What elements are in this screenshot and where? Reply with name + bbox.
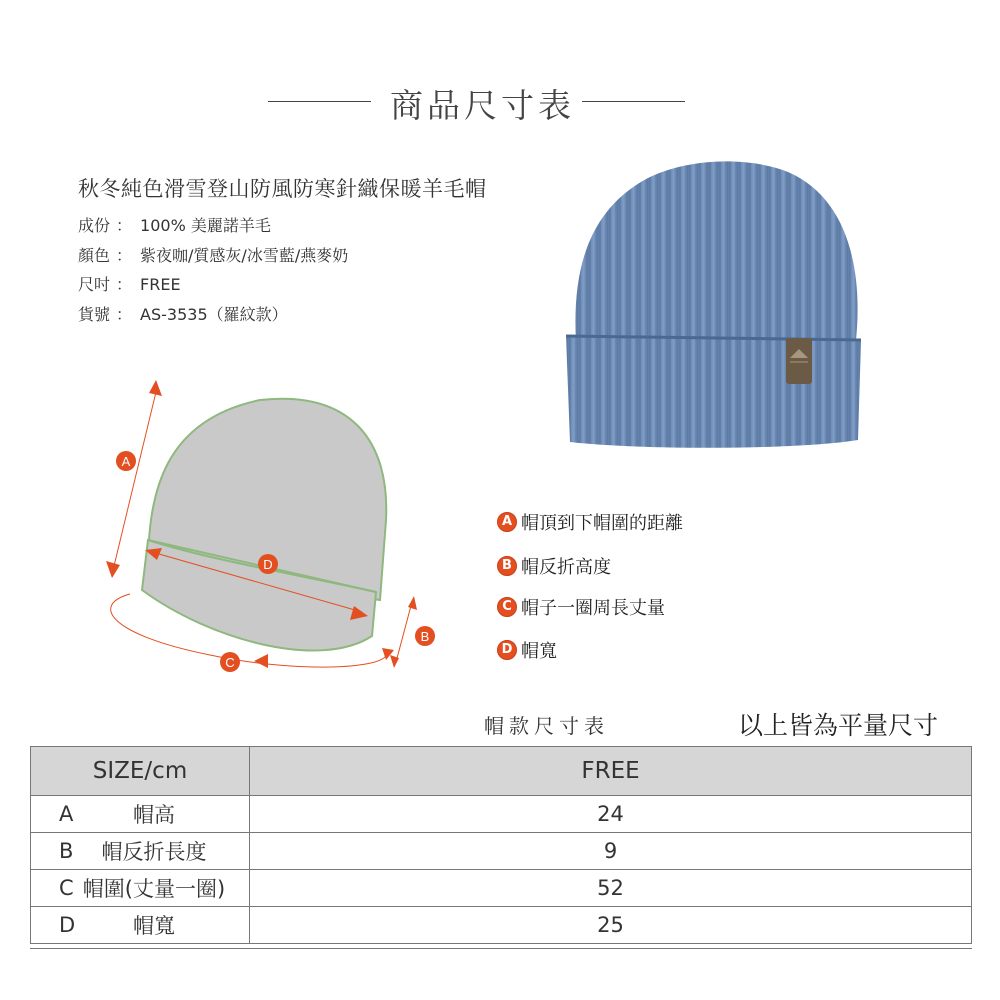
legend-badge: D	[497, 640, 517, 660]
page-title: 商品尺寸表	[390, 86, 575, 125]
product-name: 秋冬純色滑雪登山防風防寒針織保暖羊毛帽	[78, 177, 487, 201]
table-row	[31, 796, 972, 833]
diagram-badge-d	[258, 554, 278, 574]
row-label-cell	[31, 796, 250, 833]
table-bottom-rule	[30, 948, 972, 949]
legend-text: 帽頂到下帽圍的距離	[521, 513, 683, 534]
spec-value: AS-3535（羅紋款）	[140, 305, 288, 324]
spec-separator: ：	[116, 305, 133, 324]
diagram-badge-c	[220, 652, 240, 672]
legend-text: 帽子一圈周長丈量	[521, 598, 665, 619]
row-label: 帽寬	[133, 914, 175, 938]
spec-size	[78, 272, 181, 295]
legend-item-b	[497, 553, 611, 579]
row-value: 52	[250, 870, 972, 907]
size-table-note: 以上皆為平量尺寸	[738, 711, 939, 740]
leather-patch-icon	[786, 338, 812, 384]
diagram-badge-a	[116, 451, 136, 471]
spec-key: 貨號	[78, 305, 111, 324]
svg-text:B: B	[420, 629, 430, 644]
row-value: 25	[250, 907, 972, 944]
row-label-cell	[31, 870, 250, 907]
header-rule-right	[582, 101, 685, 102]
row-label-cell	[31, 907, 250, 944]
spec-key: 成份	[78, 216, 111, 235]
table-header-row	[31, 747, 972, 796]
spec-key: 顏色	[78, 246, 111, 265]
spec-sku	[78, 302, 288, 325]
size-table-title: 帽款尺寸表	[484, 714, 609, 738]
legend-item-d	[497, 637, 557, 663]
legend-text: 帽寬	[521, 641, 557, 662]
table-row	[31, 833, 972, 870]
svg-text:D: D	[263, 557, 273, 572]
column-header-free: FREE	[250, 747, 972, 796]
spec-separator: ：	[116, 275, 133, 294]
spec-value: 紫夜咖/質感灰/冰雪藍/燕麥奶	[140, 246, 349, 265]
diagram-badge-b	[415, 626, 435, 646]
row-label-cell	[31, 833, 250, 870]
row-value: 9	[250, 833, 972, 870]
hat-product-photo	[548, 150, 883, 460]
row-value: 24	[250, 796, 972, 833]
row-label: 帽反折長度	[101, 840, 207, 864]
spec-key: 尺吋	[78, 275, 111, 294]
spec-colors	[78, 243, 348, 266]
spec-separator: ：	[116, 216, 133, 235]
spec-value: FREE	[140, 275, 181, 294]
legend-text: 帽反折高度	[521, 557, 611, 578]
spec-material	[78, 213, 271, 236]
table-row	[31, 870, 972, 907]
legend-item-c	[497, 594, 665, 620]
spec-value: 100% 美麗諾羊毛	[140, 216, 271, 235]
legend-badge: B	[497, 556, 517, 576]
row-label: 帽高	[133, 803, 175, 827]
row-label: 帽圍(丈量一圈)	[82, 877, 226, 901]
svg-text:A: A	[121, 454, 131, 469]
row-letter: B	[59, 839, 74, 863]
row-letter: C	[59, 876, 74, 900]
hat-measurement-diagram	[90, 370, 450, 690]
row-letter: A	[59, 802, 74, 826]
svg-text:C: C	[225, 655, 235, 670]
column-header-size: SIZE/cm	[31, 747, 250, 796]
legend-item-a	[497, 509, 683, 535]
spec-separator: ：	[116, 246, 133, 265]
header-rule-left	[268, 101, 371, 102]
legend-badge: C	[497, 597, 517, 617]
size-table	[30, 746, 972, 944]
legend-badge: A	[497, 512, 517, 532]
table-row	[31, 907, 972, 944]
row-letter: D	[59, 913, 76, 937]
